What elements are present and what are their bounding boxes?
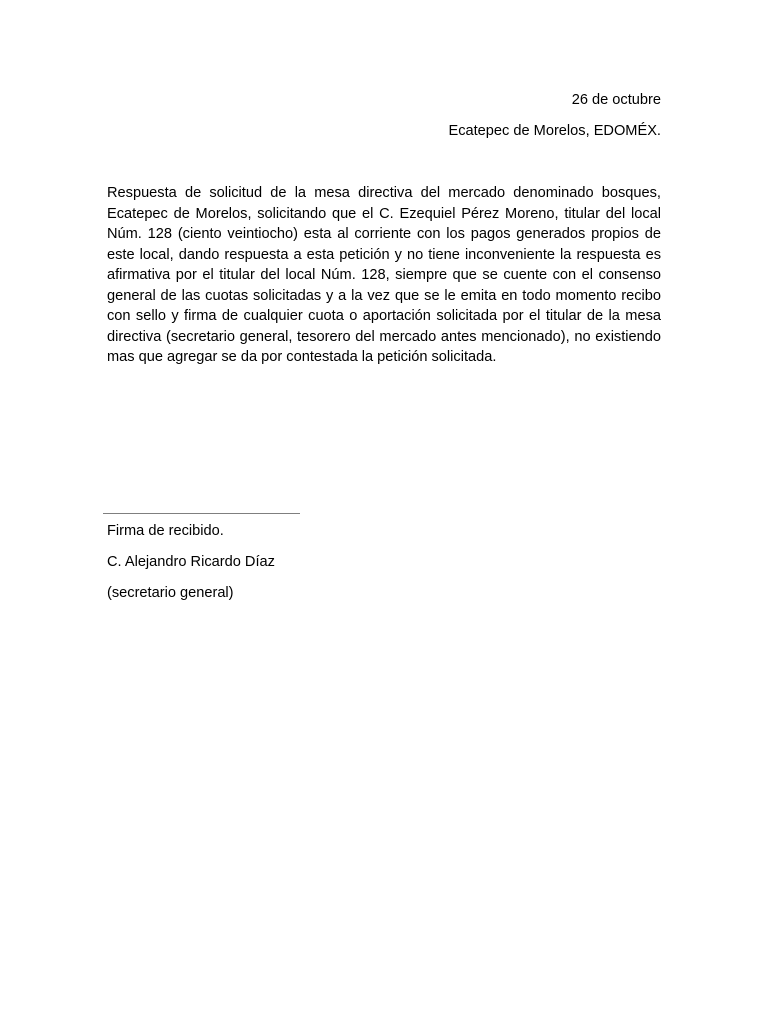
letter-body-paragraph: Respuesta de solicitud de la mesa directiva del mercado denominado bosques, Ecatepec de Morelos, solicitando que el C. Ezequiel Pérez Moreno, titular del local Núm. 128 (ciento veintiocho) esta al corriente con los pagos generados propios de este local, dando respuesta a esta petición y no tiene inconveniente la respuesta es afirmativa por el titular del local Núm. 128, siempre que se cuente con el consenso general de las cuotas solicitadas y a la vez que se le emita en todo momento recibo con sello y firma de cualquier cuota o aportación solicitada por el titular de la mesa directiva (secretario general, tesorero del mercado antes mencionado), no existiendo mas que agregar se da por contestada la petición solicitada. bbox=[107, 185, 661, 365]
signature-caption: Firma de recibido. bbox=[107, 523, 224, 539]
signatory-name: C. Alejandro Ricardo Díaz bbox=[107, 554, 275, 570]
letter-date: 26 de octubre bbox=[571, 92, 661, 108]
signatory-role: (secretario general) bbox=[107, 585, 234, 601]
letter-place: Ecatepec de Morelos, EDOMÉX. bbox=[448, 123, 661, 139]
signature-line bbox=[103, 513, 300, 514]
